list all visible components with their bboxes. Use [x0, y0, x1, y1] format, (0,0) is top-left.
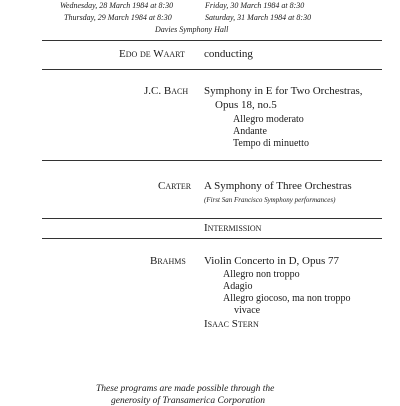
movement: Andante [233, 126, 267, 137]
soloist: Isaac Stern [204, 318, 259, 330]
movement: Allegro giocoso, ma non troppo [223, 293, 351, 304]
divider-carter-top [42, 218, 382, 219]
divider-conductor [42, 69, 382, 70]
work-bach-opus: Opus 18, no.5 [215, 99, 277, 111]
movement: Tempo di minuetto [233, 138, 309, 149]
movement-continuation: vivace [234, 305, 261, 316]
conductor-role: conducting [204, 48, 253, 60]
movement: Adagio [223, 281, 253, 292]
divider-intermission [42, 238, 382, 239]
work-brahms-title: Violin Concerto in D, Opus 77 [204, 255, 339, 267]
date-fri: Friday, 30 March 1984 at 8:30 [205, 1, 305, 10]
movement: Allegro non troppo [223, 269, 300, 280]
footer-line2: generosity of Transamerica Corporation [111, 396, 266, 406]
work-carter-title: A Symphony of Three Orchestras [204, 180, 352, 192]
work-bach-title: Symphony in E for Two Orchestras, [204, 85, 363, 97]
composer-carter: Carter [158, 180, 192, 192]
date-wed: Wednesday, 28 March 1984 at 8:30 [60, 1, 174, 10]
venue: Davies Symphony Hall [155, 25, 229, 34]
composer-bach: J.C. Bach [144, 85, 189, 97]
conductor-name: Edo de Waart [119, 48, 185, 60]
composer-brahms: Brahms [150, 255, 186, 267]
divider-bach [42, 160, 382, 161]
date-sat: Saturday, 31 March 1984 at 8:30 [205, 13, 312, 22]
divider-top [42, 40, 382, 41]
footer-line1: These programs are made possible through the [96, 384, 275, 394]
work-carter-note: (First San Francisco Symphony performances) [204, 196, 336, 204]
intermission: Intermission [204, 222, 262, 234]
movement: Allegro moderato [233, 114, 304, 125]
date-thu: Thursday, 29 March 1984 at 8:30 [64, 13, 172, 22]
